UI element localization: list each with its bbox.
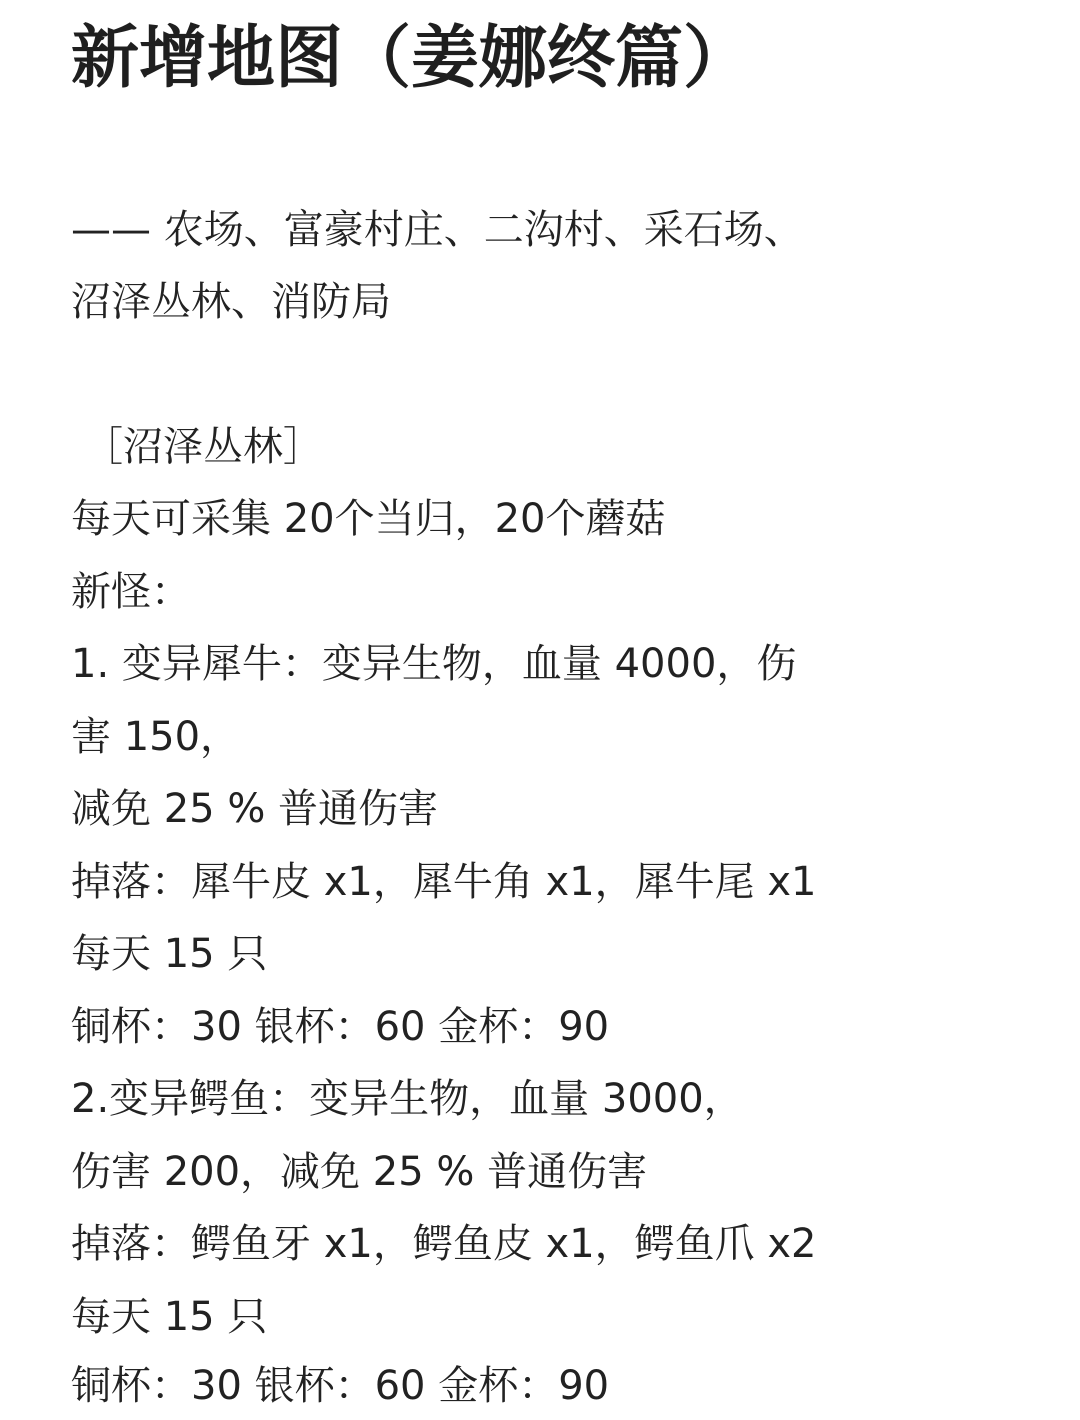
body-line-croc-cups: 铜杯：30 银杯：60 金杯：90 [71, 1363, 610, 1409]
page-title: 新增地图（姜娜终篇） [71, 19, 752, 98]
body-line-rhino-cups: 铜杯：30 银杯：60 金杯：90 [71, 1004, 610, 1050]
section-heading: ［沼泽丛林］ [83, 424, 323, 470]
body-line-rhino-1: 1. 变异犀牛：变异生物，血量 4000，伤 [71, 641, 797, 687]
body-line-croc-1: 2.变异鳄鱼：变异生物，血量 3000， [71, 1076, 744, 1122]
body-line-gather: 每天可采集 20个当归，20个蘑菇 [71, 496, 666, 542]
body-line-rhino-daily: 每天 15 只 [71, 931, 268, 977]
body-line-rhino-drops: 掉落：犀牛皮 x1，犀牛角 x1，犀牛尾 x1 [71, 859, 817, 905]
body-line-rhino-2: 害 150， [71, 714, 241, 760]
body-line-rhino-reduction: 减免 25 % 普通伤害 [71, 786, 439, 832]
body-line-croc-daily: 每天 15 只 [71, 1294, 268, 1340]
body-line-croc-2: 伤害 200，减免 25 % 普通伤害 [71, 1149, 648, 1195]
body-line-new-monsters: 新怪： [71, 569, 191, 615]
map-list-line-2: 沼泽丛林、消防局 [71, 279, 391, 325]
map-list-line-1: —— 农场、富豪村庄、二沟村、采石场、 [71, 207, 804, 253]
body-line-croc-drops: 掉落：鳄鱼牙 x1，鳄鱼皮 x1，鳄鱼爪 x2 [71, 1221, 817, 1267]
